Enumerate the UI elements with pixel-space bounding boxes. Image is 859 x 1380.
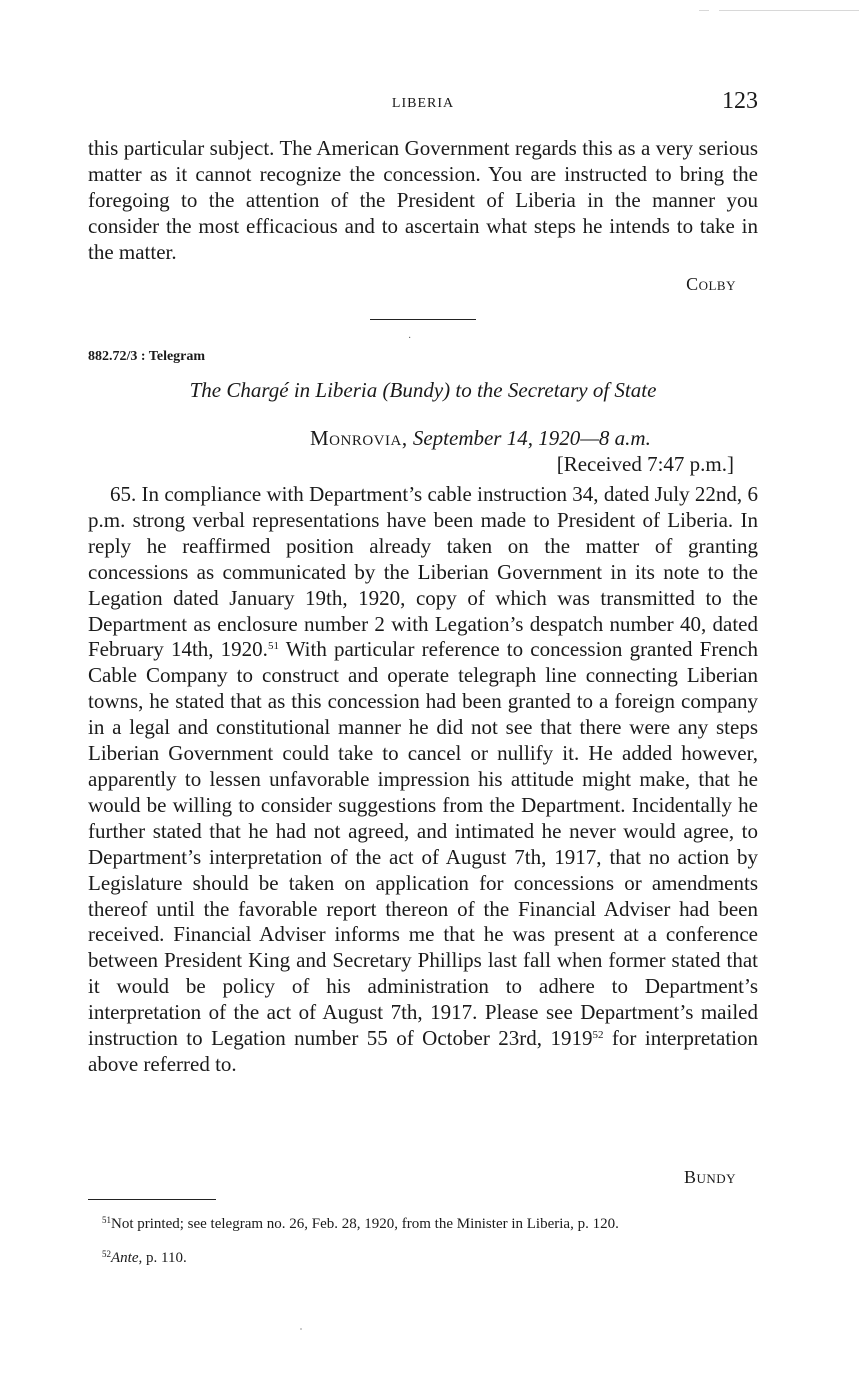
divider-dot: · (408, 333, 412, 344)
footnote-ref-52[interactable]: 52 (592, 1029, 604, 1042)
document-page (88, 0, 758, 1380)
body-text-part2: With particular reference to concession granted French Cable Company to construct and operate telegraph line connecting Liberian towns, he stated that as this concession had been granted to a foreign company in a legal and constitutional manner he did not see that there were any steps Liberian Government could take to cancel or nullify it. He added however, apparently to lessen unfavorable impression his attitude might make, that he would be willing to consider suggestions from the Department. Incidentally he further stated that he had not agreed, and intimated he never would agree, to Department’s interpretation of the act of August 7th, 1917, that no action by Legislature should be taken on application for concessions or amendments thereof until the favorable report thereon of the Financial Adviser had been received. Financial Adviser informs me that he was present at a conference between President King and Secretary Phillips last fall when former stated that it would be policy of his administration to adhere to Department’s interpretation of the act of August 7th, 1917. Please see Department’s mailed instruction to Legation number 55 of October 23rd, 1919 (88, 637, 758, 1051)
running-title: LIBERIA (391, 96, 455, 111)
continuation-paragraph: this particular subject. The American Government regards this as a very serious matter as it cannot recognize the concession. You are instructed to bring the foregoing to the attention of the President of Liberia in the manner you consider the most efficacious and to ascertain what steps he intends to take in the matter. (88, 136, 758, 264)
running-header (88, 88, 758, 120)
footnote-number: 51 (102, 1215, 111, 1225)
telegram-body (88, 482, 758, 1078)
section-divider (370, 319, 476, 320)
footnote-italic-text: Ante, (111, 1250, 143, 1266)
signature-bundy: Bundy (683, 1167, 736, 1187)
footnote-text: p. 110. (142, 1250, 187, 1266)
page-number: 123 (722, 88, 758, 114)
dateline-city: Monrovia, (310, 426, 408, 450)
body-text-part3: for interpretation above referred to. (88, 1026, 758, 1076)
footnote-51 (88, 1216, 758, 1232)
footnote-52 (102, 1250, 758, 1266)
footnote-number: 52 (102, 1249, 111, 1259)
file-number: 882.72/3 : Telegram (88, 349, 206, 364)
dateline-date: September 14, 1920—8 a.m. (412, 426, 651, 450)
footnote-text: Not printed; see telegram no. 26, Feb. 28, 1920, from the Minister in Liberia, p. 120. (111, 1216, 619, 1232)
body-text-part1: 65. In compliance with Department’s cable instruction 34, dated July 22nd, 6 p.m. strong verbal representations have been made to President of Liberia. In reply he reaffirmed position already taken on the matter of granting concessions as communicated by the Liberian Government in its note to the Legation dated January 19th, 1920, copy of which was transmitted to the Department as enclosure number 2 with Legation’s despatch number 40, dated February 14th, 1920. (88, 482, 758, 662)
footnote-ref-51[interactable]: 51 (267, 640, 279, 653)
footnote-rule (88, 1199, 216, 1200)
document-heading: The Chargé in Liberia (Bundy) to the Secretary of State (189, 378, 657, 402)
dateline (310, 426, 651, 451)
received-time: [Received 7:47 p.m.] (556, 452, 734, 476)
signature-colby: Colby (686, 274, 736, 294)
scan-speck (300, 1328, 302, 1330)
